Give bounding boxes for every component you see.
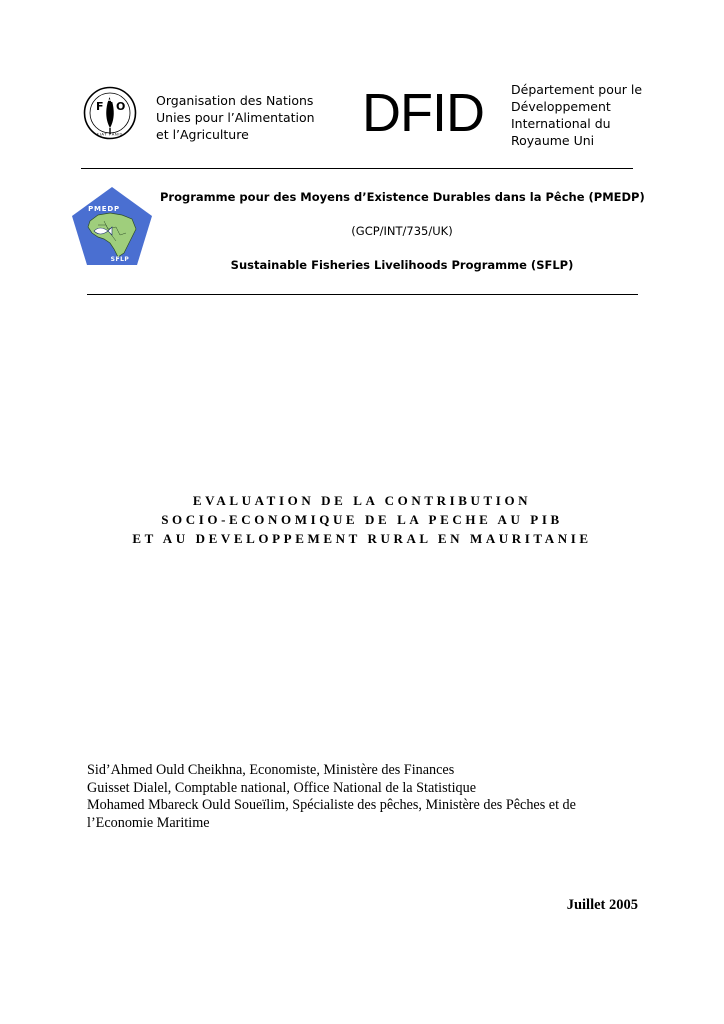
author-line: Mohamed Mbareck Ould Soueïlim, Spécialiste des pêches, Ministère des Pêches et de xyxy=(87,797,576,813)
sflp-logo-text: SFLP xyxy=(110,256,130,263)
dfid-dept-line: Département pour le xyxy=(511,82,643,97)
pmedp-logo xyxy=(70,185,154,269)
document-title-line: ET AU DEVELOPPEMENT RURAL EN MAURITANIE xyxy=(132,531,592,546)
dfid-department-name xyxy=(511,81,661,149)
publication-date: Juillet 2005 xyxy=(566,897,638,913)
fao-org-line: Unies pour l’Alimentation xyxy=(156,110,315,125)
pmedp-logo-text: PMEDP xyxy=(88,205,120,213)
authors-block xyxy=(87,762,647,832)
fao-letter-o: O xyxy=(116,100,126,113)
fao-letter-a: A xyxy=(106,95,113,105)
programme-title: Programme pour des Moyens d’Existence Durables dans la Pêche (PMEDP) xyxy=(160,190,645,204)
fao-motto: FIAT PANIS xyxy=(96,131,124,137)
dfid-logo: DFID xyxy=(362,83,484,143)
fao-org-line: Organisation des Nations xyxy=(156,93,314,108)
author-line: l’Economie Maritime xyxy=(87,814,210,831)
author-line: Guisset Dialel, Comptable national, Office National de la Statistique xyxy=(87,779,477,796)
fao-organisation-name xyxy=(156,92,326,143)
fao-letter-f: F xyxy=(96,100,104,113)
fao-org-line: et l’Agriculture xyxy=(156,127,249,142)
programme-english-title: Sustainable Fisheries Livelihoods Programme (SFLP) xyxy=(230,258,574,272)
programme-divider xyxy=(87,294,638,295)
author-line: Sid’Ahmed Ould Cheikhna, Economiste, Ministère des Finances xyxy=(87,762,455,778)
document-title-line: SOCIO-ECONOMIQUE DE LA PECHE AU PIB xyxy=(161,512,563,527)
header-divider xyxy=(81,168,633,169)
dfid-dept-line: International du xyxy=(511,116,611,131)
document-title-line: EVALUATION DE LA CONTRIBUTION xyxy=(192,493,532,508)
programme-code: (GCP/INT/735/UK) xyxy=(351,224,453,238)
dfid-dept-line: Développement xyxy=(511,99,611,114)
dfid-dept-line: Royaume Uni xyxy=(511,133,595,148)
fao-logo xyxy=(83,86,137,140)
